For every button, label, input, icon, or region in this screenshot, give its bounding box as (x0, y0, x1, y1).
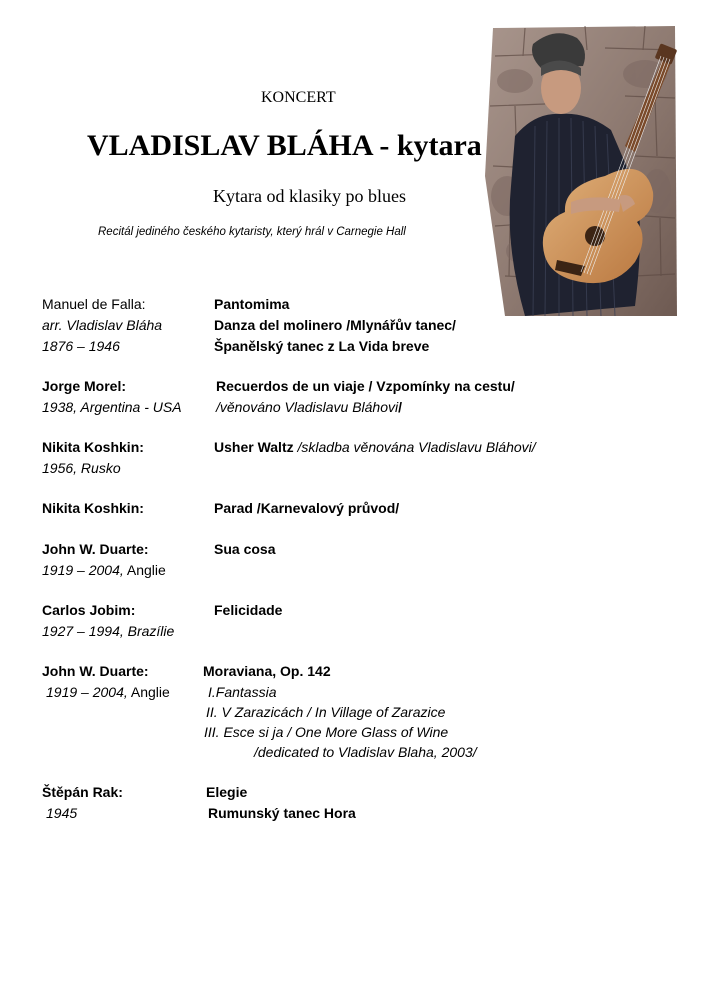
page-title: VLADISLAV BLÁHA - kytara (87, 129, 482, 162)
concert-label: KONCERT (261, 89, 336, 106)
composer-dates (46, 684, 170, 700)
page-subtitle: Kytara od klasiky po blues (213, 186, 406, 206)
work-title: Sua cosa (214, 541, 276, 557)
composer-name: Nikita Koshkin: (42, 500, 144, 516)
work-title: Danza del molinero /Mlynářův tanec/ (214, 317, 456, 333)
country-text: Anglie (126, 562, 166, 578)
composer-name: Manuel de Falla: (42, 296, 146, 312)
composer-name: Jorge Morel: (42, 378, 127, 394)
composer-dates: 1938, Argentina - USA (42, 399, 182, 415)
composer-dates: 1956, Rusko (42, 460, 121, 476)
composer-name: Nikita Koshkin: (42, 439, 144, 455)
work-title: Recuerdos de un viaje / Vzpomínky na cestu/ (216, 378, 515, 394)
dedication-note (216, 399, 402, 415)
composer-name: Carlos Jobim: (42, 602, 136, 618)
work-title: Elegie (206, 784, 248, 800)
composer-name: John W. Duarte: (42, 663, 149, 679)
dedication-text: /dedicated to Vladislav Blaha, 2003/ (254, 744, 477, 760)
dates-text: 1919 – 2004, (46, 684, 128, 700)
dates-text: 1919 – 2004, (42, 562, 124, 578)
composer-dates: 1945 (46, 805, 78, 821)
country-text: Anglie (130, 684, 170, 700)
work-line (214, 439, 536, 455)
movement-title: III. Esce si ja / One More Glass of Wine (204, 724, 449, 740)
dedication-text: /věnováno Vladislavu Bláhovi (216, 399, 399, 415)
movement-title: II. V Zarazicách / In Village of Zarazice (206, 704, 446, 720)
composer-detail: arr. Vladislav Bláha (42, 317, 163, 333)
work-title: Felicidade (214, 602, 283, 618)
work-title: Usher Waltz (214, 439, 294, 455)
composer-dates: 1876 – 1946 (42, 338, 120, 354)
work-title: Rumunský tanec Hora (208, 805, 356, 821)
composer-dates: 1927 – 1994, Brazílie (42, 623, 175, 639)
composer-dates (42, 562, 166, 578)
work-title: Moraviana, Op. 142 (203, 663, 331, 679)
dedication-close: / (398, 399, 403, 415)
work-title: Parad /Karnevalový průvod/ (214, 500, 400, 516)
composer-name: Štěpán Rak: (42, 784, 123, 800)
work-title: Španělský tanec z La Vida breve (214, 338, 430, 354)
work-title: Pantomima (214, 296, 290, 312)
recital-description: Recitál jediného českého kytaristy, který hrál v Carnegie Hall (98, 226, 406, 238)
composer-name: John W. Duarte: (42, 541, 149, 557)
dedication-text: /skladba věnována Vladislavu Bláhovi/ (297, 439, 536, 455)
guitarist-photo (485, 26, 677, 316)
movement-title: I.Fantassia (208, 684, 277, 700)
